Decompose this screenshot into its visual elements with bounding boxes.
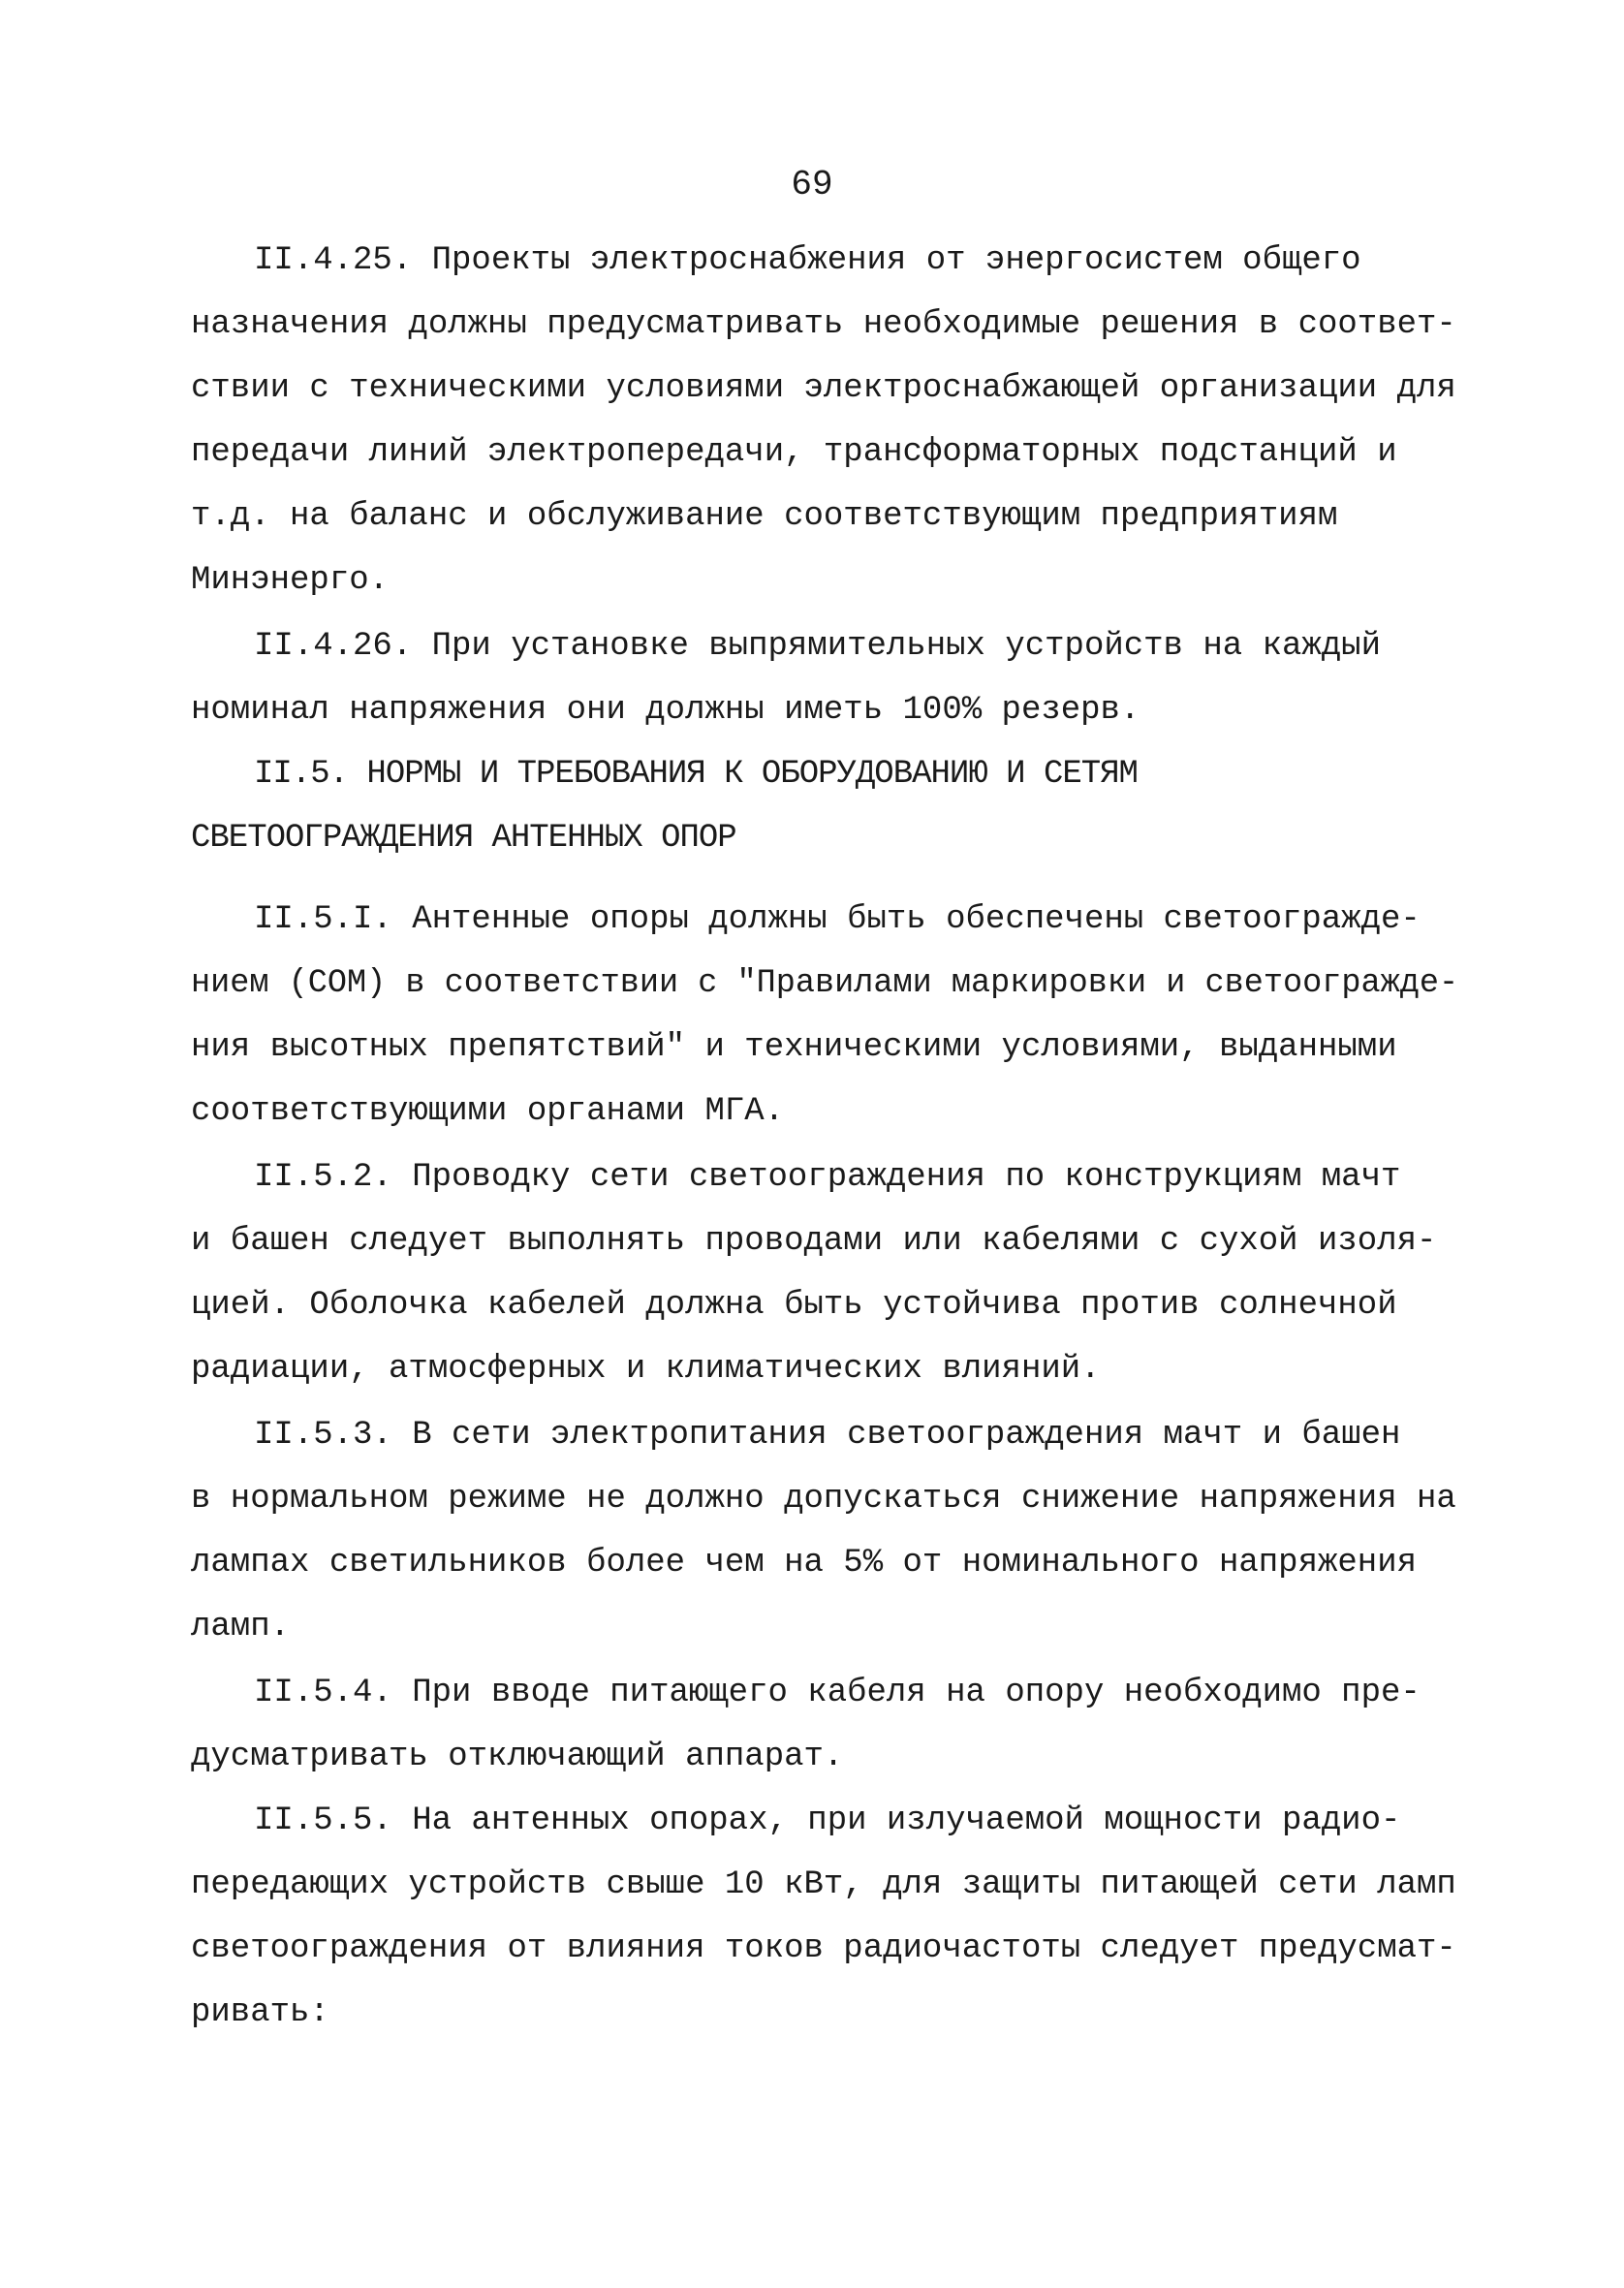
paragraph-line: назначения должны предусматривать необходимые решения в соответ- bbox=[191, 306, 1456, 343]
paragraph-line: передающих устройств свыше 10 кВт, для защиты питающей сети ламп bbox=[191, 1866, 1456, 1903]
paragraph-line: светоограждения от влияния токов радиочастоты следует предусмат- bbox=[191, 1930, 1456, 1967]
paragraph-line: ния высотных препятствий" и техническими условиями, выданными bbox=[191, 1029, 1397, 1066]
page-number: 69 bbox=[791, 165, 833, 204]
paragraph-line: II.5.5. На антенных опорах, при излучаемой мощности радио- bbox=[254, 1802, 1401, 1839]
paragraph-line: II.5.I. Антенные опоры должны быть обеспечены светоогражде- bbox=[254, 901, 1421, 938]
paragraph-line: радиации, атмосферных и климатических влияний. bbox=[191, 1351, 1101, 1388]
paragraph-line: цией. Оболочка кабелей должна быть устойчива против солнечной bbox=[191, 1287, 1397, 1324]
paragraph-line: соответствующими органами МГА. bbox=[191, 1093, 785, 1130]
section-heading: II.5. НОРМЫ И ТРЕБОВАНИЯ К ОБОРУДОВАНИЮ И СЕТЯМ bbox=[254, 756, 1138, 793]
paragraph-line: II.5.2. Проводку сети светоограждения по конструкциям мачт bbox=[254, 1159, 1401, 1196]
paragraph-line: и башен следует выполнять проводами или кабелями с сухой изоля- bbox=[191, 1223, 1437, 1260]
section-heading: СВЕТООГРАЖДЕНИЯ АНТЕННЫХ ОПОР bbox=[191, 820, 736, 857]
paragraph-line: ламп. bbox=[191, 1609, 291, 1645]
paragraph-line: номинал напряжения они должны иметь 100% резерв. bbox=[191, 692, 1140, 729]
paragraph-line: II.5.3. В сети электропитания светоограждения мачт и башен bbox=[254, 1417, 1401, 1454]
paragraph-line: дусматривать отключающий аппарат. bbox=[191, 1739, 844, 1775]
paragraph-line: II.4.25. Проекты электроснабжения от энергосистем общего bbox=[254, 242, 1361, 279]
paragraph-line: т.д. на баланс и обслуживание соответствующим предприятиям bbox=[191, 498, 1338, 535]
paragraph-line: лампах светильников более чем на 5% от номинального напряжения bbox=[191, 1545, 1418, 1582]
paragraph-line: в нормальном режиме не должно допускаться снижение напряжения на bbox=[191, 1481, 1456, 1518]
paragraph-line: ствии с техническими условиями электроснабжающей организации для bbox=[191, 370, 1456, 407]
paragraph-line: II.4.26. При установке выпрямительных устройств на каждый bbox=[254, 628, 1381, 665]
paragraph-line: ривать: bbox=[191, 1994, 329, 2031]
paragraph-line: Минэнерго. bbox=[191, 562, 390, 599]
paragraph-line: II.5.4. При вводе питающего кабеля на опору необходимо пре- bbox=[254, 1675, 1421, 1711]
paragraph-line: нием (СОМ) в соответствии с "Правилами маркировки и светоогражде- bbox=[191, 965, 1459, 1002]
paragraph-line: передачи линий электропередачи, трансформаторных подстанций и bbox=[191, 434, 1397, 471]
